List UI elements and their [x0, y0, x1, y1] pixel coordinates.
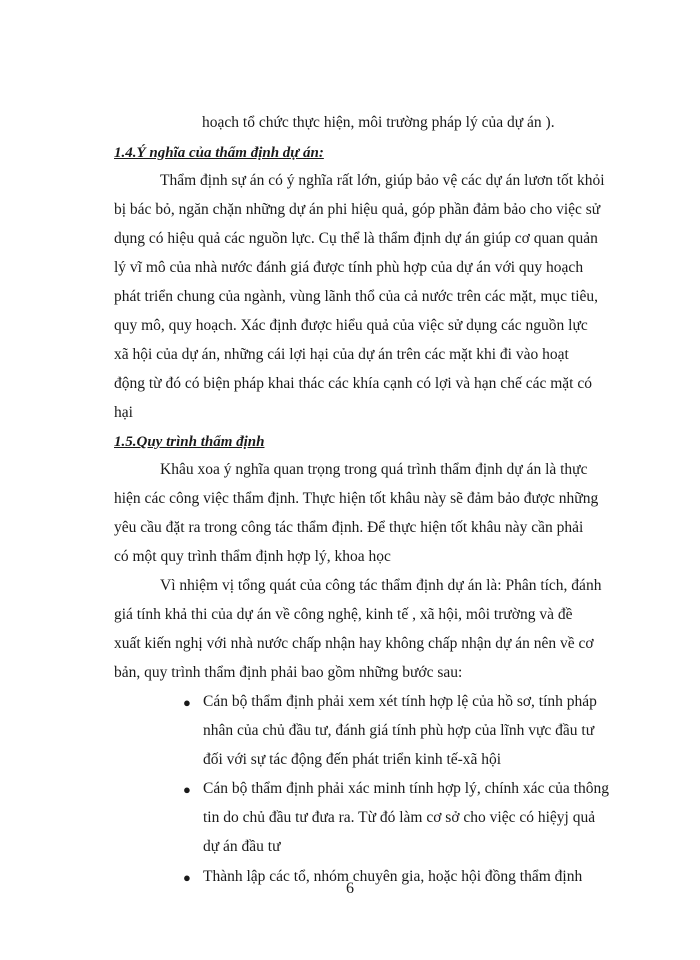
section-1-4-line: bị bác bỏ, ngăn chặn những dự án phi hiệu quả, góp phần đảm bảo cho việc sử	[114, 201, 601, 218]
bullet-1-line: đối với sự tác động đến phát triển kinh tế-xã hội	[203, 751, 502, 768]
section-1-5-para2-line: xuất kiến nghị với nhà nước chấp nhận hay không chấp nhận dự án nên về cơ	[114, 635, 594, 652]
section-1-5-para1-line: yêu cầu đặt ra trong công tác thẩm định. Để thực hiện tốt khâu này cần phải	[114, 519, 584, 536]
bullet-2-line: Cán bộ thẩm định phải xác minh tính hợp lý, chính xác của thông	[203, 780, 609, 797]
section-1-5-para1-line: Khâu xoa ý nghĩa quan trọng trong quá trình thẩm định dự án là thực	[160, 461, 588, 478]
section-1-4-line: xã hội của dự án, những cái lợi hại của dự án trên các mặt khi đi vào hoạt	[114, 346, 569, 363]
section-1-5-heading: 1.5.Quy trình thẩm định	[114, 434, 265, 450]
bullet-dot-icon: ●	[183, 870, 191, 885]
section-1-5-para1-line: có một quy trình thẩm định hợp lý, khoa học	[114, 548, 391, 565]
bullet-1-line: nhân của chủ đầu tư, đánh giá tính phù hợp của lĩnh vực đầu tư	[203, 722, 595, 739]
section-1-4-line: hại	[114, 404, 133, 421]
section-1-4-line: phát triển chung của ngành, vùng lãnh thổ của cả nước trên các mặt, mục tiêu,	[114, 288, 599, 305]
bullet-dot-icon: ●	[183, 782, 191, 797]
page-number: 6	[346, 880, 354, 897]
section-1-5-para2-line: Vì nhiệm vị tổng quát của công tác thẩm định dự án là: Phân tích, đánh	[160, 577, 602, 594]
bullet-2-line: dự án đầu tư	[203, 838, 281, 855]
section-1-5-para2-line: bản, quy trình thẩm định phải bao gồm những bước sau:	[114, 664, 463, 681]
intro-line: hoạch tổ chức thực hiện, môi trường pháp lý của dự án ).	[202, 114, 555, 131]
section-1-4-line: động từ đó có biện pháp khai thác các khía cạnh có lợi và hạn chế các mặt có	[114, 375, 592, 392]
section-1-5-para1-line: hiện các công việc thẩm định. Thực hiện tốt khâu này sẽ đảm bảo được những	[114, 490, 599, 507]
bullet-3-line: Thành lập các tổ, nhóm chuyên gia, hoặc hội đồng thẩm định	[203, 868, 583, 885]
bullet-dot-icon: ●	[183, 695, 191, 710]
bullet-2-line: tin do chủ đầu tư đưa ra. Từ đó làm cơ sở cho việc có hiệyj quả	[203, 809, 596, 826]
section-1-4-line: lý vĩ mô của nhà nước đánh giá được tính phù hợp của dự án với quy hoạch	[114, 259, 584, 276]
section-1-4-line: dụng có hiệu quả các nguồn lực. Cụ thể là thẩm định dự án giúp cơ quan quản	[114, 230, 598, 247]
section-1-4-heading: 1.4.Ý nghĩa của thẩm định dự án:	[114, 145, 324, 161]
bullet-1-line: Cán bộ thẩm định phải xem xét tính hợp lệ của hồ sơ, tính pháp	[203, 693, 597, 710]
section-1-4-line: quy mô, quy hoạch. Xác định được hiểu quả của việc sử dụng các nguồn lực	[114, 317, 588, 334]
section-1-4-line: Thẩm định sự án có ý nghĩa rất lớn, giúp bảo vệ các dự án lươn tốt khỏi	[160, 172, 605, 189]
section-1-5-para2-line: giá tính khả thi của dự án về công nghệ, kinh tế , xã hội, môi trường và đề	[114, 606, 573, 623]
